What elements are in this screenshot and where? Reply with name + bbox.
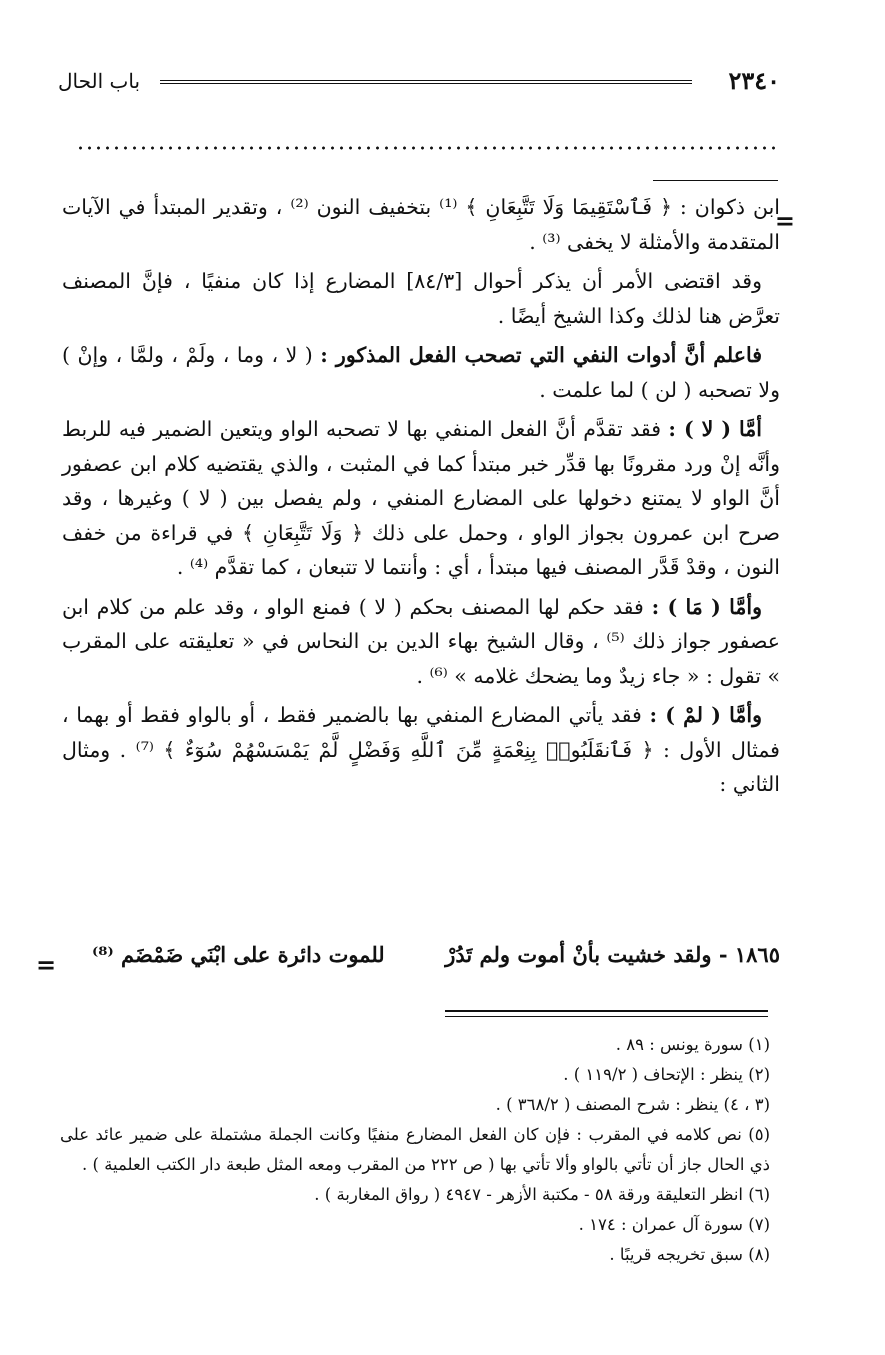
footnote-8: (٨) سبق تخريجه قريبًا .: [609, 1245, 770, 1264]
dotted-separator: [76, 143, 776, 153]
paragraph-2: وقد اقتضى الأمر أن يذكر أحوال [٨٤/٣] المضارع إذا كان منفيًا ، فإنَّ المصنف تعرَّض هنا لذلك وكذا الشيخ أيضًا .: [62, 269, 780, 328]
paragraph-3: [62, 338, 780, 407]
verse-first-hemistich: [445, 942, 780, 967]
paragraph-3-text: ( لا ، وما ، ولَمْ ، ولمَّا ، وإنْ ) ولا تصحبه ( لن ) لما علمت .: [62, 343, 780, 402]
paragraph-6-lead: وأمَّا ( لمْ ) :: [649, 703, 762, 727]
chapter-title: باب الحال: [58, 69, 141, 93]
paragraph-4-lead: أمَّا ( لا ) :: [668, 417, 762, 441]
footnote-3-4: (٣ ، ٤) ينظر : شرح المصنف ( ٣٦٨/٢ ) .: [495, 1095, 770, 1114]
verse-number: ١٨٦٥ -: [718, 942, 780, 967]
footnote-separator: [445, 1010, 768, 1017]
paragraph-5: [62, 590, 780, 694]
running-header: [58, 66, 780, 96]
paragraph-1: ابن ذكوان : ﴿ فَٱسْتَقِيمَا وَلَا تَتَّبِعَانِ ﴾ ⁽¹⁾ بتخفيف النون ⁽²⁾ ، وتقدير المبتدأ في الآيات المتقدمة والأمثلة لا يخفى ⁽³⁾ .: [62, 195, 780, 254]
paragraph-3-lead: فاعلم أنَّ أدوات النفي التي تصحب الفعل المذكور :: [320, 343, 762, 367]
footnote-2: (٢) ينظر : الإتحاف ( ١١٩/٢ ) .: [563, 1065, 770, 1084]
page-number: ٢٣٤٠: [728, 66, 780, 95]
footnotes: [60, 1030, 770, 1270]
continuation-mark-start: =: [774, 206, 795, 235]
poetry-verse: [58, 942, 780, 978]
paragraph-4-text: فقد تقدَّم أنَّ الفعل المنفي بها لا تصحبه الواو ويتعين الضمير فيه للربط وأنَّه إنْ ورد مقرونًا بها قدِّر خبر مبتدأ كما في المثبت ، والذي يقتضيه كلام ابن عصفور أنَّ الواو لا يمتنع دخولها على المضارع المنفي ، ولم يفصل بين ( لا ) وغيرها ، وقد صرح ابن عمرون بجواز الواو ، وحمل على ذلك ﴿ وَلَا تَتَّبِعَانِ ﴾ في قراءة من خفف النون ، وقدْ قَدَّر المصنف فيها مبتدأ ، أي : وأنتما لا تتبعان ، كما تقدَّم ⁽⁴⁾ .: [62, 417, 780, 579]
paragraph-5-lead: وأمَّا ( مَا ) :: [651, 594, 762, 619]
continuation-mark-end: =: [36, 950, 57, 979]
paragraph-4: [62, 412, 780, 585]
footnote-5: (٥) نص كلامه في المقرب : فإن كان الفعل المضارع منفيًا وكانت الجملة مشتملة على ضمير عائد على ذي الحال جاز أن تأتي بالواو وألا تأتي بها ( ص ٢٢٢ من المقرب ومعه المثل طبعة دار الكتب العلمية ) .: [60, 1125, 770, 1174]
verse-second-hemistich: للموت دائرة على ابْنَي ضَمْضَم ⁽⁸⁾: [92, 942, 385, 967]
main-text: [62, 190, 780, 807]
paragraph-6-text: فقد يأتي المضارع المنفي بها بالضمير فقط ، أو بالواو فقط أو بهما ، فمثال الأول : ﴿ فَٱنقَلَبُوا۟ بِنِعْمَةٍ مِّنَ ٱللَّهِ وَفَضْلٍ لَّمْ يَمْسَسْهُمْ سُوٓءٌ ﴾ ⁽⁷⁾ . ومثال الثاني :: [62, 703, 780, 796]
paragraph-6: [62, 698, 780, 802]
continuation-rule: [653, 180, 778, 181]
paragraph-5-text: فقد حكم لها المصنف بحكم ( لا ) فمنع الواو ، وقد علم من كلام ابن عصفور جواز ذلك ⁽⁵⁾ ، وقال الشيخ بهاء الدين بن النحاس في « تعليقته على المقرب » تقول : « جاء زيدٌ وما يضحك غلامه » ⁽⁶⁾ .: [62, 594, 780, 688]
footnote-6: (٦) انظر التعليقة ورقة ٥٨ - مكتبة الأزهر - ٤٩٤٧ ( رواق المغاربة ) .: [314, 1185, 770, 1204]
footnote-1: (١) سورة يونس : ٨٩ .: [615, 1035, 770, 1054]
verse-hemistich-1-text: ولقد خشيت بأنْ أموت ولم تَدُرْ: [445, 942, 712, 967]
footnote-7: (٧) سورة آل عمران : ١٧٤ .: [578, 1215, 770, 1234]
header-rule: [160, 80, 692, 84]
